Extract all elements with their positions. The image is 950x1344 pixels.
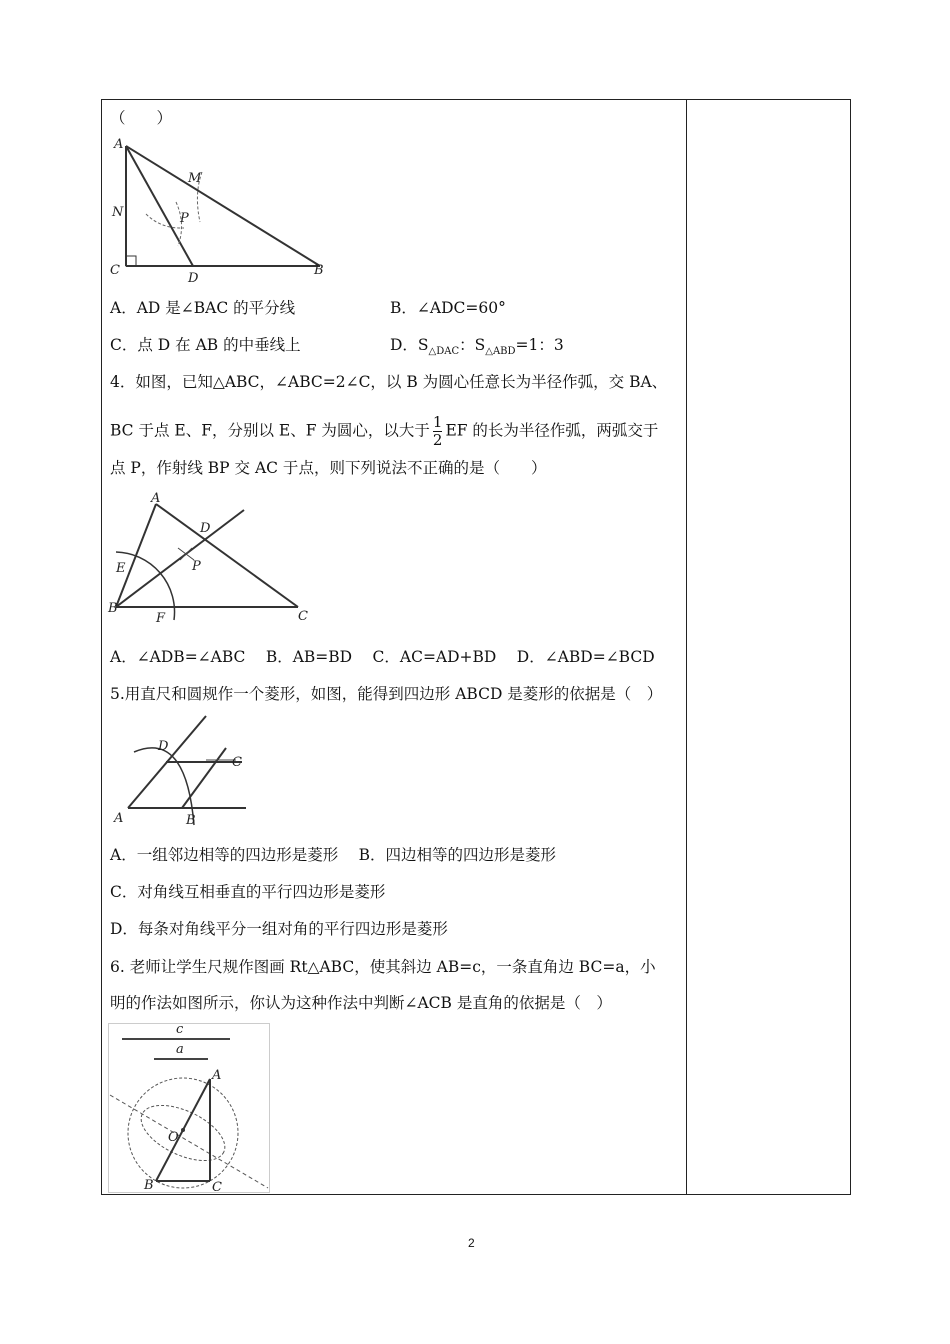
q5-option-c: C．对角线互相垂直的平行四边形是菱形 (110, 883, 386, 901)
q5-line1: 5.用直尺和圆规作一个菱形，如图，能得到四边形 ABCD 是菱形的依据是（ ） (110, 685, 663, 703)
right-column (686, 99, 851, 1195)
q4-line1: 4．如图，已知△ABC，∠ABC=2∠C，以 B 为圆心任意长为半径作弧，交 BA、 (110, 373, 668, 391)
label-D: D (200, 521, 211, 536)
figure-q3 (106, 134, 331, 286)
label-N: N (112, 205, 124, 220)
label-E: E (116, 561, 126, 576)
figure-q6 (108, 1023, 270, 1193)
q5-options-ab: A．一组邻边相等的四边形是菱形 B．四边相等的四边形是菱形 (110, 846, 557, 864)
label-D: D (188, 271, 199, 286)
label-P: P (180, 211, 189, 226)
label-A: A (212, 1068, 222, 1083)
q3-option-d: D．$S_{\triangle DAC}$：$S_{\triangle ABD}=1$：3 (390, 336, 564, 358)
q6-line1: 6. 老师让学生尺规作图画 Rt△ABC，使其斜边 AB=c，一条直角边 BC=a，小 (110, 958, 656, 976)
q3-option-c: C．点 D 在 AB 的中垂线上 (110, 336, 301, 354)
label-C: C (110, 263, 120, 278)
q3-option-b: B．∠ADC=60° (390, 299, 506, 317)
label-B: B (314, 263, 324, 278)
q4-line2: BC 于点 E、F，分别以 E、F 为圆心，以大于 $\frac{1}{2}$ EF 的长为半径作弧，两弧交于 (110, 413, 659, 449)
label-F: F (156, 611, 166, 626)
label-B: B (144, 1178, 154, 1193)
q3-option-a: A．AD 是∠BAC 的平分线 (110, 299, 296, 317)
label-B: B (186, 813, 196, 828)
label-c: c (176, 1023, 184, 1037)
page-number: 2 (468, 1236, 475, 1250)
label-M: M (188, 171, 202, 186)
label-P: P (192, 559, 201, 574)
label-A: A (114, 137, 124, 152)
q4-line3: 点 P，作射线 BP 交 AC 于点，则下列说法不正确的是（ ） (110, 459, 547, 477)
label-C: C (298, 609, 308, 624)
figure-q4 (106, 490, 326, 628)
label-A: A (151, 491, 161, 506)
q5-option-d: D．每条对角线平分一组对角的平行四边形是菱形 (110, 920, 448, 938)
fraction-half: $\frac{1}{2}$ (432, 413, 443, 449)
label-O: O (168, 1130, 179, 1145)
q6-line2: 明的作法如图所示，你认为这种作法中判断∠ACB 是直角的依据是（ ） (110, 994, 612, 1012)
label-D: D (158, 739, 169, 754)
label-C: C (212, 1180, 222, 1193)
q3-answer-blank: （ ） (110, 109, 173, 127)
figure-q5 (106, 710, 251, 830)
label-C: C (232, 755, 242, 770)
label-a: a (176, 1042, 184, 1057)
label-A: A (114, 811, 124, 826)
q4-options: A．∠ADB=∠ABC B．AB=BD C．AC=AD+BD D．∠ABD=∠BCD (110, 648, 655, 666)
label-B: B (108, 601, 118, 616)
